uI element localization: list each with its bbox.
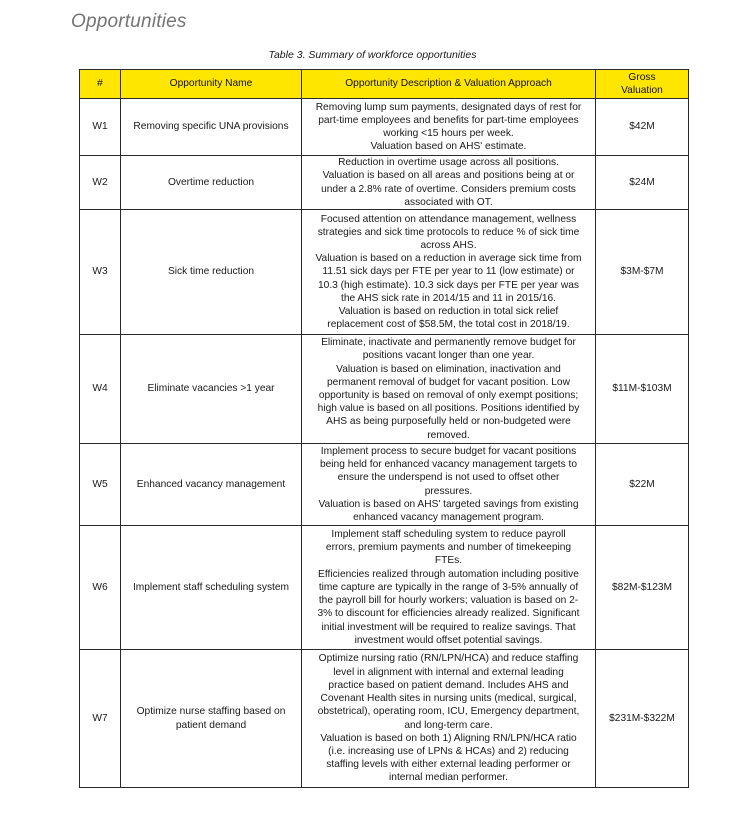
opportunity-description — [302, 156, 596, 210]
opportunities-table — [79, 69, 689, 788]
table-caption: Table 3. Summary of workforce opportunities — [268, 49, 477, 61]
description-line: level in alignment with internal and external leading — [333, 666, 564, 678]
opportunity-description — [302, 444, 596, 526]
description-line: across AHS. — [420, 239, 477, 251]
description-line: Valuation is based on both 1) Aligning RN/LPN/HCA ratio — [320, 732, 577, 744]
description-line: ensure the underspend is not used to offset other — [337, 472, 560, 484]
description-line: pressures. — [424, 485, 473, 497]
description-line: (i.e. increasing use of LPNs & HCAs) and 2) reducing — [328, 745, 569, 757]
description-line: high value is based on all positions. Positions identified by — [317, 403, 580, 415]
description-line: Valuation is based on AHS' targeted savings from existing — [318, 498, 579, 510]
description-line: working <15 hours per week. — [383, 128, 514, 139]
table-row — [80, 526, 689, 650]
gross-valuation: $11M-$103M — [596, 335, 689, 444]
table-row — [80, 156, 689, 210]
description-line: staffing levels with either external leading performer or — [326, 759, 571, 771]
description-line: 11.51 sick days per FTE per year to 11 (low estimate) or — [322, 266, 575, 278]
table-row — [80, 650, 689, 788]
opportunity-number: W6 — [80, 526, 121, 650]
table-row — [80, 99, 689, 156]
description-line: the AHS sick rate in 2014/15 and 11 in 2015/16. — [340, 292, 557, 304]
description-line: Implement process to secure budget for vacant positions — [320, 445, 577, 457]
opportunity-name: Sick time reduction — [121, 210, 302, 335]
description-line: Implement staff scheduling system to reduce payroll — [331, 529, 566, 541]
table-header-row — [80, 70, 689, 99]
opportunity-name: Implement staff scheduling system — [121, 526, 302, 650]
gross-valuation: $82M-$123M — [596, 526, 689, 650]
description-line: strategies and sick time protocols to reduce % of sick time — [317, 226, 580, 238]
description-line: Valuation is based on elimination, inactivation and — [336, 363, 561, 375]
description-line: Covenant Health sites in nursing units (medical, surgical, — [320, 693, 577, 705]
description-line: enhanced vacancy management program. — [353, 511, 544, 523]
description-line: time capture are typically in the range of 3-5% annually of — [318, 581, 579, 593]
description-line: Valuation is based on all areas and positions being at or — [322, 170, 575, 182]
description-line: 10.3 (high estimate). 10.3 sick days per FTE per year was — [317, 279, 580, 291]
gross-valuation: $3M-$7M — [596, 210, 689, 335]
description-line: the payroll bill for hourly workers; valuation is based on 2- — [318, 595, 579, 607]
table-row — [80, 335, 689, 444]
description-line: Valuation is based on reduction in total sick relief — [338, 306, 559, 317]
table-row — [80, 210, 689, 335]
description-line: Focused attention on attendance management, wellness — [320, 213, 577, 225]
opportunity-name: Removing specific UNA provisions — [121, 99, 302, 156]
header-description: Opportunity Description & Valuation Approach — [302, 70, 596, 99]
header-gross-valuation: Gross Valuation — [596, 70, 689, 99]
description-line: obstetrical), operating room, ICU, Emergency department, — [317, 706, 580, 718]
table-row — [80, 444, 689, 526]
description-line: AHS as being purposefully held or non-budgeted were — [326, 416, 571, 428]
description-line: Optimize nursing ratio (RN/LPN/HCA) and reduce staffing — [318, 653, 579, 665]
description-line: and long-term care. — [404, 719, 493, 731]
description-line: practice based on patient demand. Includes AHS and — [328, 679, 569, 691]
opportunity-number: W1 — [80, 99, 121, 156]
description-line: FTEs. — [434, 555, 463, 567]
description-line: Eliminate, inactivate and permanently remove budget for — [321, 337, 576, 349]
description-line: associated with OT. — [404, 196, 493, 208]
header-number: # — [80, 70, 121, 99]
opportunity-number: W4 — [80, 335, 121, 444]
header-opportunity-name: Opportunity Name — [121, 70, 302, 99]
gross-valuation: $22M — [596, 444, 689, 526]
description-line: Reduction in overtime usage across all positions. — [338, 157, 559, 169]
description-line: opportunity is based on removal of only exempt positions; — [318, 390, 579, 401]
description-line: positions vacant longer than one year. — [362, 350, 535, 362]
description-line: Valuation is based on a reduction in average sick time from — [315, 253, 582, 265]
description-line: initial investment will be required to realize savings. That — [321, 621, 576, 633]
opportunity-description — [302, 210, 596, 335]
opportunity-name: Enhanced vacancy management — [121, 444, 302, 526]
opportunity-number: W7 — [80, 650, 121, 788]
description-line: under a 2.8% rate of overtime. Considers premium costs — [321, 183, 576, 195]
opportunity-name: Eliminate vacancies >1 year — [121, 335, 302, 444]
description-line: errors, premium payments and number of timekeeping — [325, 542, 572, 554]
description-line: replacement cost of $58.5M, the total cost in 2018/19. — [327, 319, 570, 331]
opportunity-description — [302, 526, 596, 650]
description-line: being held for enhanced vacancy management targets to — [319, 459, 578, 471]
description-line: internal median performer. — [389, 772, 508, 784]
gross-valuation: $231M-$322M — [596, 650, 689, 788]
description-line: Removing lump sum payments, designated days of rest for — [315, 101, 582, 113]
opportunity-description — [302, 650, 596, 788]
description-line: permanent removal of budget for vacant position. Low — [327, 376, 570, 388]
description-line: 3% to discount for efficiencies already realized. Significant — [317, 608, 580, 620]
description-line: investment would offset potential savings. — [354, 634, 543, 646]
description-line: Efficiencies realized through automation including positive — [318, 568, 579, 580]
opportunity-name: Overtime reduction — [121, 156, 302, 210]
opportunity-number: W5 — [80, 444, 121, 526]
gross-valuation: $42M — [596, 99, 689, 156]
opportunity-description — [302, 335, 596, 444]
opportunity-number: W3 — [80, 210, 121, 335]
section-title: Opportunities — [71, 11, 187, 32]
description-line: Valuation based on AHS' estimate. — [370, 141, 527, 153]
table-body — [80, 99, 689, 788]
description-line: removed. — [427, 429, 470, 441]
opportunity-name: Optimize nurse staffing based on patient demand — [121, 650, 302, 788]
opportunity-description — [302, 99, 596, 156]
opportunity-number: W2 — [80, 156, 121, 210]
description-line: part-time employees and benefits for part-time employees — [318, 114, 579, 126]
gross-valuation: $24M — [596, 156, 689, 210]
